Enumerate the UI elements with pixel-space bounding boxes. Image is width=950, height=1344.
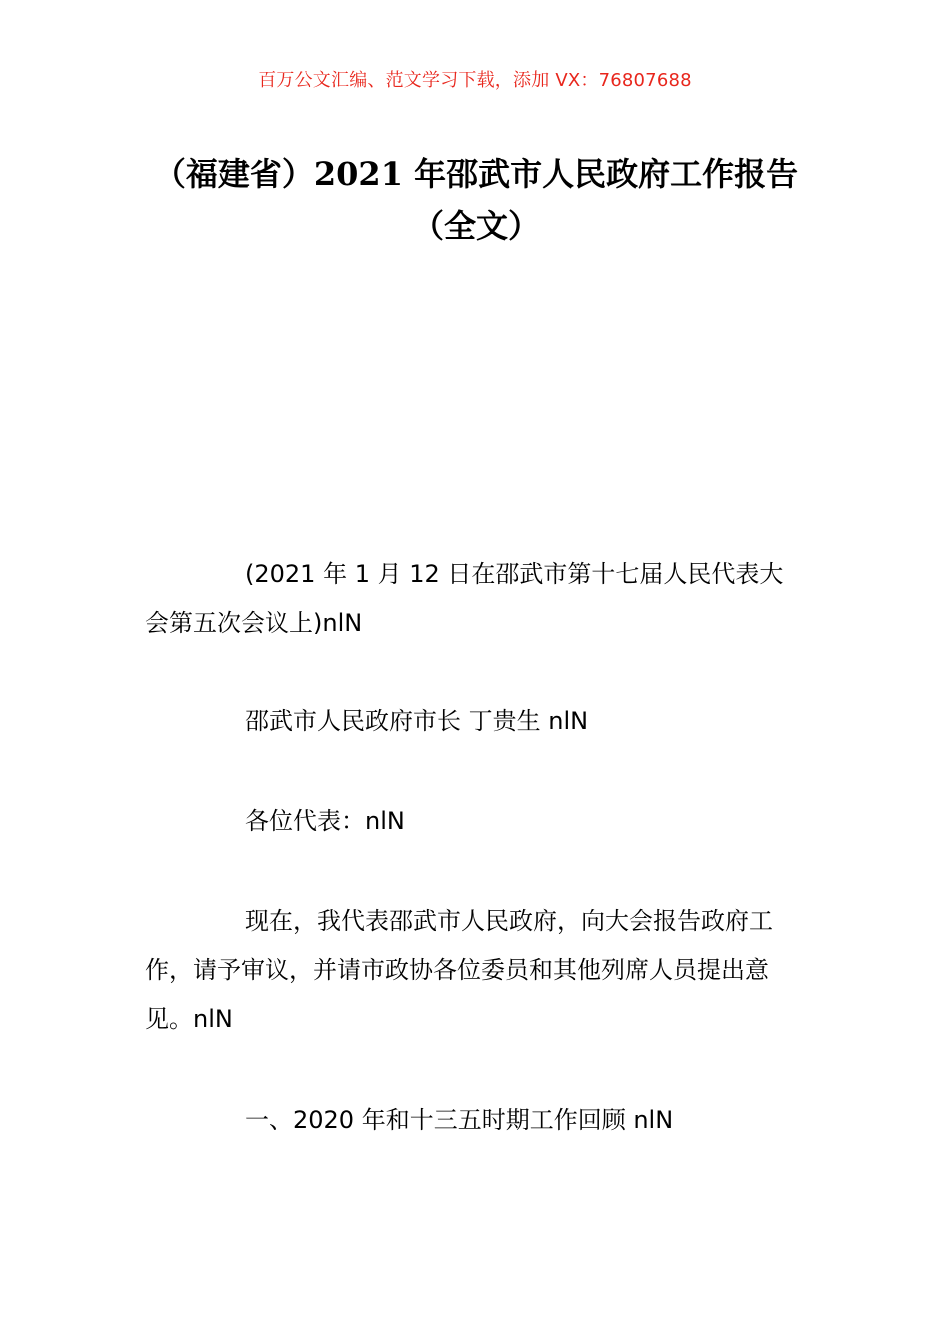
header-watermark-note: 百万公文汇编、范文学习下载，添加 VX：76807688 xyxy=(258,70,692,91)
salutation-paragraph: 各位代表：nlN xyxy=(245,807,405,835)
meeting-info-paragraph: (2021 年 1 月 12 日在邵武市第十七届人民代表大会第五次会议上)nlN xyxy=(145,560,784,637)
document-title: （福建省）2021 年邵武市人民政府工作报告（全文） xyxy=(153,155,799,245)
opening-paragraph: 现在，我代表邵武市人民政府，向大会报告政府工作，请予审议，并请市政协各位委员和其他列席人员提出意见。nlN xyxy=(145,907,773,1033)
section-heading-paragraph: 一、2020 年和十三五时期工作回顾 nlN xyxy=(245,1106,674,1134)
speaker-paragraph: 邵武市人民政府市长 丁贵生 nlN xyxy=(245,707,589,735)
